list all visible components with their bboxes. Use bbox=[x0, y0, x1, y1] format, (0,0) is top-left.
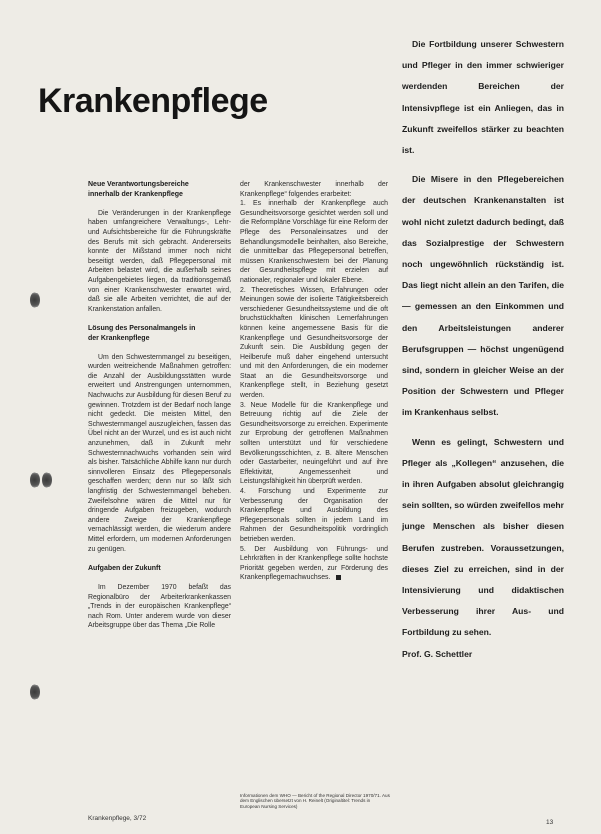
page-number: 13 bbox=[546, 819, 554, 826]
section-heading-line: Neue Verantwortungsbereiche bbox=[88, 181, 189, 188]
paragraph: Die Veränderungen in der Krankenpflege haben umfangreichere Verwaltungs-, Lehr- und Aufsichtsbereiche für die Führungskräfte des Berufs mit sich gebracht. Andererseits konnte der Mißstand immer noch nicht beseitigt werden, daß Pflegepersonal mit Arbeiten belastet wird, die außerhalb seines Aufgabengebietes liegen, da traditionsgemäß von einer Krankenschwester erwartet wird, daß sie alle Arbeiten verrichtet, die auf der Krankenstation anfallen. bbox=[88, 209, 231, 313]
punch-hole bbox=[42, 472, 52, 488]
numbered-item: 4. Forschung und Experimente zur Verbesserung der Organisation der Krankenpflege und Ausbildung des Pflegepersonals sollten in jedem Land im Rahmen der Gesundheitspolitik vordringlich betrieben werden. bbox=[240, 488, 388, 543]
paragraph: Um den Schwesternmangel zu beseitigen, wurden weitreichende Maßnahmen getroffen: die Anzahl der Ausbildungsstätten wurde erweitert und Anstrengungen unternommen, Nachwuchs zur Ausbildung für diesen Beruf zu gewinnen. Trotzdem ist der Bedarf noch lange nicht gedeckt. Die meisten Mittel, den Schwesternmangel auszugleichen, fassen das Übel nicht an der Wurzel, und es ist auch nicht anzunehmen, daß in Zukunft mehr Schwesternnachwuchs vorhanden sein wird als bisher. Tatsächliche Abhilfe kann nur durch sinnvolleren Einsatz des Pflegepersonals geschaffen werden; denn nur so läßt sich langfristig der Schwesternmangel beheben. Zweifelsohne wären die Mittel nur für dringende Aufgaben freizugeben, wodurch andere Zweige der Krankenpflege vernachlässigt werden, die wiederum andere Mittel erfordern, um modernen Anforderungen zu genügen. bbox=[88, 353, 231, 553]
section-heading: Aufgaben der Zukunft bbox=[88, 564, 161, 572]
paragraph: Die Misere in den Pflegebereichen der deutschen Krankenanstalten ist wohl nicht zuletzt dadurch bedingt, daß das Sozialprestige der Schwestern noch ungewöhnlich rückständig ist. Das liegt nicht allein an den Tarifen, die — gemessen an den Einkommen und den Arbeitsleistungen anderer Berufsgruppen — höchst ungenügend sind, sondern in gleicher Weise an der Position der Schwestern und Pfleger im Krankenhaus selbst. bbox=[402, 174, 564, 418]
punch-hole bbox=[30, 472, 40, 488]
author-signature: Prof. G. Schettler bbox=[402, 648, 473, 659]
punch-hole bbox=[30, 292, 40, 308]
section-heading-line: der Krankenpflege bbox=[88, 334, 150, 342]
numbered-item: 3. Neue Modelle für die Krankenpflege und Betreuung richtig auf die Ziele der Gesundheitsvorsorge zu erreichen. Experimente zur Erprobung der getroffenen Maßnahmen sollten unterstützt und für verschiedene Bevölkerungsschichten, z. B. ältere Menschen oder Gastarbeiter, neuingeführt und auf ihre Effektivität, Angemessenheit und Leistungsfähigkeit hin überprüft werden. bbox=[240, 401, 388, 486]
paragraph: Die Fortbildung unserer Schwestern und Pfleger in den immer schwieriger werdenden Bereichen der Intensivpflege ist ein Anliegen, das in Zukunft zweifellos stärker zu beachten ist. bbox=[402, 39, 564, 156]
end-of-article-mark bbox=[336, 575, 341, 580]
section-heading-line: innerhalb der Krankenpflege bbox=[88, 190, 183, 198]
section-heading bbox=[88, 180, 231, 199]
section-heading-line: Lösung des Personalmangels in bbox=[88, 324, 196, 332]
numbered-item: 1. Es innerhalb der Krankenpflege auch Gesundheitsvorsorge gesichtet werden soll und die Reformpläne Vorschläge für eine Reform der Pflege des Personaleinsatzes und der Behandlungsmodelle beinhalten, also Bereiche, die unmittelbar das Pflegepersonal betreffen, müssen Krankenschwestern bei der Planung der Gesundheitspflege mit erzielen auf nationaler, regionaler und lokaler Ebene. bbox=[240, 200, 388, 284]
section-heading bbox=[88, 324, 231, 343]
numbered-item bbox=[240, 545, 388, 583]
numbered-item: 2. Theoretisches Wissen, Erfahrungen oder Meinungen sowie der isolierte Tätigkeitsbereich verschiedener Gesundheitssysteme und die oft bruchstückhaften klinischen Lernerfahrungen können keine angemessene Basis für die Krankenpflege und Gesundheitsvorsorge der Zukunft sein. Die Ausbildung gegen der Heilberufe muß daher eingehend untersucht und mit den Anforderungen, die ein moderner Staat an die Gesundheitsvorsorge und Krankenpflege stellt, in Beziehung gesetzt werden. bbox=[240, 286, 388, 400]
text-column-3 bbox=[402, 34, 564, 665]
article-title: Krankenpflege bbox=[38, 82, 268, 120]
punch-hole bbox=[30, 684, 40, 700]
source-footnote: Informationen dem WHO — Bericht of the Regional Director 1970/71. Aus dem Englischen übersetzt von H. Reinelt (Originaltitel: Trends in European Nursing Services) bbox=[240, 793, 390, 809]
paragraph: Wenn es gelingt, Schwestern und Pfleger als „Kollegen“ anzusehen, die in ihren Aufgaben absolut gleichrangig sein sollten, so würden zweifellos mehr junge Menschen als bisher diesen Berufen zustreben. Voraussetzungen, dieses Ziel zu erreichen, sind in der Intensivierung und didaktischen Verbesserung ihrer Aus- und Fortbildung zu sehen. bbox=[402, 436, 564, 638]
paragraph: Im Dezember 1970 befaßt das Regionalbüro der Arbeiterkrankenkassen „Trends in der europäischen Krankenpflege“ nach Rom. Unter anderem wurde von dieser Arbeitsgruppe über das Thema „Die Rolle bbox=[88, 583, 231, 630]
paragraph: der Krankenschwester innerhalb der Krankenpflege“ folgendes erarbeitet: bbox=[240, 181, 388, 198]
text-column-2 bbox=[240, 180, 388, 583]
publication-folio: Krankenpflege, 3/72 bbox=[88, 815, 147, 822]
numbered-item-text: 5. Der Ausbildung von Führungs- und Lehrkräften in der Krankenpflege sollte hochste Priorität gegeben werden, zur Förderung des Krankenpflegernachwuchses. bbox=[240, 545, 388, 582]
text-column-1 bbox=[88, 180, 231, 631]
